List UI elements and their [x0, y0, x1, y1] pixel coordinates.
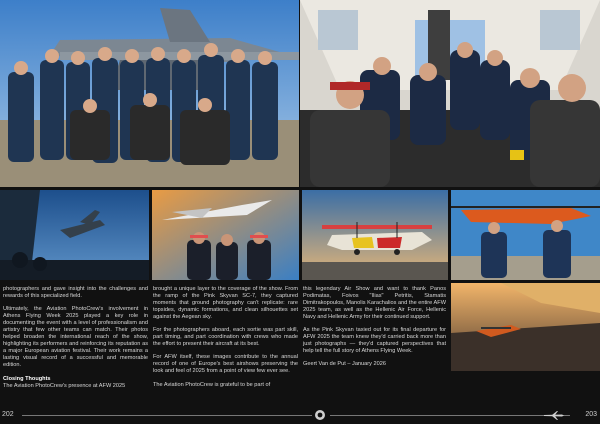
text-column-1: [3, 286, 148, 396]
sunset-air-photo: [451, 283, 600, 371]
aviation-photocrew-mark-icon: [314, 409, 326, 421]
text-column-2: [153, 286, 298, 395]
paragraph: The Aviation PhotoCrew's presence at AFW 2025: [3, 382, 126, 389]
paragraph: For AFW itself, these images contribute to the annual record of one of Europe's best airshows preserving the look and feel of 2025 from a point of view few ever see.: [153, 354, 298, 375]
page-footer: [0, 407, 600, 424]
waterbomber-photo: [302, 190, 448, 280]
paragraph: As the Pink Skyvan taxied out for its final departure for AFW 2025 the team knew they'd carried back more than just photographs — they'd captured perspectives that help tell the full story of Athens Flying Week.: [303, 327, 446, 355]
paragraph: The Aviation PhotoCrew is grateful to be part of: [153, 381, 271, 388]
page-number-right: 203: [585, 411, 597, 418]
fighter-overhead-photo: [0, 190, 149, 280]
paragraph: Ultimately, the Aviation PhotoCrew's involvement in Athens Flying Week 2025 played a key role in documenting the event with a level of professionalism and artistry that few other teams can match. Their photos helped broaden the international reach of the show, highlighting its performers and reinforcing its reputation as a major European aviation festival. Their work remains a lasting visual record of a successful and memorable edition.: [3, 306, 148, 369]
crew-jet-photo: [0, 0, 299, 187]
aircraft-silhouette-icon: [544, 411, 564, 420]
heli-crew-photo: [451, 190, 600, 280]
paragraph: photographers and gave insight into the challenges and rewards of this specialized field.: [3, 286, 148, 300]
page-number-left: 202: [2, 411, 14, 418]
paragraph: For the photographers aboard, each sortie was part skill, part timing, and part coordination with crews who made the effort to present their aircraft at its best.: [153, 327, 298, 348]
footer-rule-right: [330, 415, 570, 416]
selfie-pair-photo: [152, 190, 299, 280]
text-column-3: [303, 286, 446, 374]
section-heading: Closing Thoughts: [3, 375, 51, 382]
footer-rule-left: [22, 415, 312, 416]
signature: Geert Van de Put – January 2026: [303, 361, 386, 368]
paragraph: brought a unique layer to the coverage of the show. From the ramp of the Pink Skyvan SC-7, they captured moments that ground photography can't replicate: rare topsides, dynamic formations, and clean silhouettes set against the Aegean sky.: [153, 286, 298, 321]
paragraph: this legendary Air Show and want to thank Panos Podimatas, Foivos "Ilias" Petritis, Stamatis Dimitrakopoulos, Manolis Karachalios and the entire AFW 2025 team, as well as the Hellenic Air Force, Hellenic Navy and Hellenic Army for their continued support.: [303, 286, 446, 321]
helicopter-cabin-photo: [300, 0, 600, 187]
